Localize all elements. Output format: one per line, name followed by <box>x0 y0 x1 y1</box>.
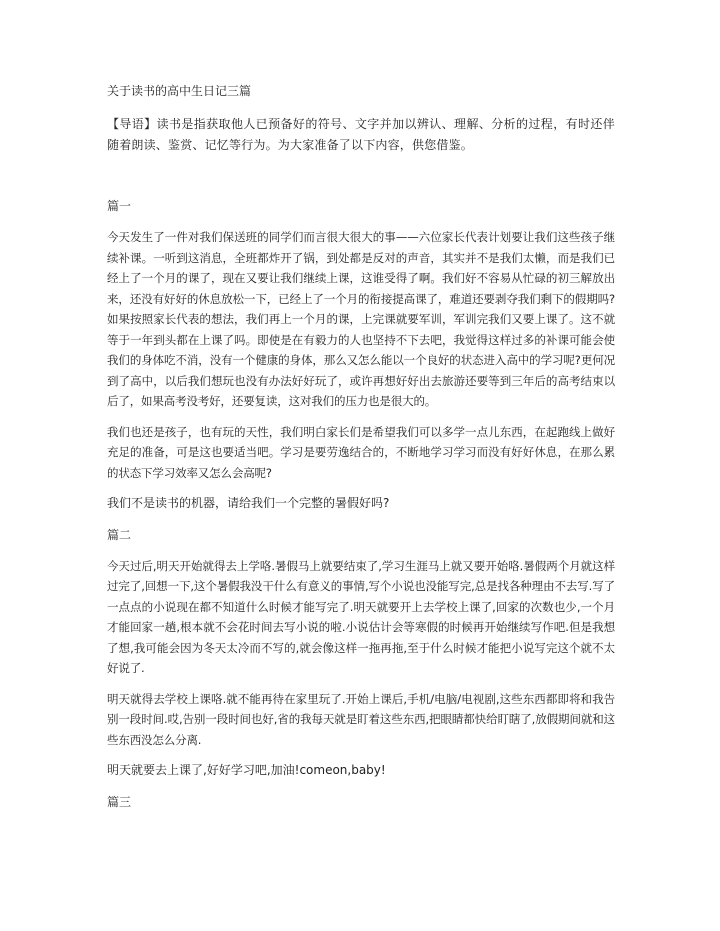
section-heading: 篇二 <box>107 527 132 542</box>
document-title: 关于读书的高中生日记三篇 <box>107 84 252 98</box>
section-2-paragraph-1: 今天过后,明天开始就得去上学咯.暑假马上就要结束了,学习生涯马上就又要开始咯.暑假两个月就这样过完了,回想一下,这个暑假我没干什么有意义的事情,写个小说也没能写完,总是找各种理由不去写.写了一点点的小说现在都不知道什么时候才能写完了.明天就要开上去学校上课了,回家的次数也少,一个月才能回家一趟,根本就不会花时间去写小说的啦.小说估计会等寒假的时候再开始继续写作吧.但是我想了想,我可能会因为冬天太冷而不写的,就会像这样一拖再拖,至于什么时候才能把小说写完这个就不太好说了. <box>107 558 615 675</box>
section-2-paragraph-3: 明天就要去上课了,好好学习吧,加油!comeon,baby! <box>107 763 386 777</box>
section-1 <box>107 197 615 514</box>
guide-paragraph: 【导语】读书是指获取他人已预备好的符号、文字并加以辨认、理解、分析的过程，有时还伴随着朗读、鉴赏、记忆等行为。为大家准备了以下内容，供您借鉴。 <box>107 117 615 152</box>
document-page <box>107 82 615 811</box>
section-1-paragraph-2: 我们也还是孩子，也有玩的天性，我们明白家长们是希望我们可以多学一点儿东西，在起跑线上做好充足的准备，可是这也要适当吧。学习是要劳逸结合的，不断地学习学习而没有好好休息，在那么累的状态下学习效率又怎么会高呢? <box>107 424 615 480</box>
section-heading: 篇一 <box>107 199 132 213</box>
section-heading: 篇三 <box>107 794 132 809</box>
section-2-paragraph-2: 明天就得去学校上课咯.就不能再待在家里玩了.开始上课后,手机/电脑/电视剧,这些东西都即将和我告别一段时间.哎,告别一段时间也好,省的我每天就是盯着这些东西,把眼睛都快给盯瞎了,放假期间就和这些东西没怎么分离. <box>107 691 615 747</box>
section-1-paragraph-3: 我们不是读书的机器，请给我们一个完整的暑假好吗? <box>107 496 390 510</box>
section-1-paragraph-1: 今天发生了一件对我们保送班的同学们而言很大很大的事——六位家长代表计划要让我们这些孩子继续补课。一听到这消息，全班都炸开了锅，到处都是反对的声音，其实并不是我们太懒，而是我们已经上了一个月的课了，现在又要让我们继续上课，这谁受得了啊。我们好不容易从忙碌的初三解放出来，还没有好好的休息放松一下，已经上了一个月的衔接提高课了，难道还要剥夺我们剩下的假期吗?如果按照家长代表的想法，我们再上一个月的课，上完课就要军训，军训完我们又要上课了。这不就等于一年到头都在上课了吗。即使是在有毅力的人也坚持不下去吧，我觉得这样过多的补课可能会使我们的身体吃不消，没有一个健康的身体，那么又怎么能以一个良好的状态进入高中的学习呢?更何况到了高中，以后我们想玩也没有办法好好玩了，或许再想好好出去旅游还要等到三年后的高考结束以后了，如果高考没考好，还要复读，这对我们的压力也是很大的。 <box>107 230 615 408</box>
section-2 <box>107 526 615 781</box>
section-3 <box>107 793 615 811</box>
